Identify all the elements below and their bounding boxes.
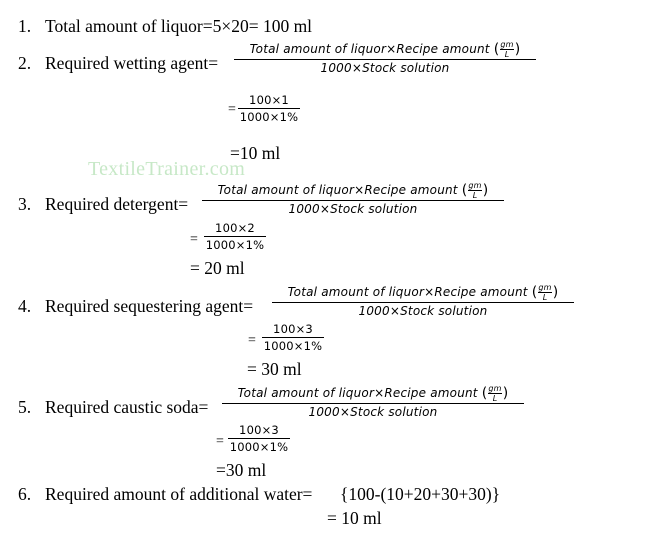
item-2-label: Required wetting agent= — [45, 53, 219, 73]
item-2-eq: = — [228, 102, 236, 117]
item-2-number: 2. — [18, 53, 32, 73]
formula-numerator: Total amount of liquor×Recipe amount — [249, 42, 490, 56]
item-6-expression: {100-(10+20+30+30)} — [340, 484, 501, 504]
unit-fraction: $\frac{gm}{L}$ — [468, 181, 482, 200]
item-2-step — [238, 92, 300, 125]
item-5-number: 5. — [18, 397, 32, 417]
item-5-formula: Total amount of liquor×Recipe amount ( $\frac{gm}{L}$ ) 1000×Stock solution — [222, 384, 524, 420]
item-5-eq: = — [216, 434, 224, 449]
item-6-label: Required amount of additional water= — [45, 484, 313, 504]
item-3-step: 100×2 1000×1% — [205, 221, 265, 252]
item-5-result: =30 ml — [216, 460, 267, 480]
item-3-number: 3. — [18, 194, 32, 214]
item-6-result: = 10 ml — [327, 508, 382, 528]
item-5-step: 100×3 1000×1% — [229, 423, 289, 454]
item-4-eq: = — [248, 333, 256, 348]
item-4-result: = 30 ml — [247, 359, 302, 379]
unit-fraction: $\frac{gm}{L}$ — [500, 40, 514, 59]
item-4-step: 100×3 1000×1% — [263, 322, 323, 353]
item-3-label: Required detergent= — [45, 194, 189, 214]
unit-fraction: $\frac{gm}{L}$ — [538, 283, 552, 302]
item-4-number: 4. — [18, 296, 32, 316]
item-4-label: Required sequestering agent= — [45, 296, 254, 316]
item-1-number: 1. — [18, 16, 32, 36]
formula-denominator: 1000×Stock solution — [320, 61, 450, 75]
item-6-number: 6. — [18, 484, 32, 504]
unit-fraction: $\frac{gm}{L}$ — [488, 384, 502, 403]
item-3-eq: = — [190, 232, 198, 247]
item-2-step-den: 1000×1% — [239, 110, 299, 124]
item-3-formula: Total amount of liquor×Recipe amount ( $\frac{gm}{L}$ ) 1000×Stock solution — [202, 181, 504, 217]
item-1-text: Total amount of liquor=5×20= 100 ml — [45, 16, 313, 36]
item-2-formula: Total amount of liquor×Recipe amount ( $\frac{gm}{L}$ ) 1000×Stock solution — [234, 40, 536, 76]
item-3-result: = 20 ml — [190, 258, 245, 278]
item-5-label: Required caustic soda= — [45, 397, 209, 417]
item-4-formula: Total amount of liquor×Recipe amount ( $\frac{gm}{L}$ ) 1000×Stock solution — [272, 283, 574, 319]
item-2-step-num: 100×1 — [249, 93, 289, 107]
item-2-result: =10 ml — [230, 143, 281, 163]
watermark: TextileTrainer.com — [88, 158, 246, 180]
